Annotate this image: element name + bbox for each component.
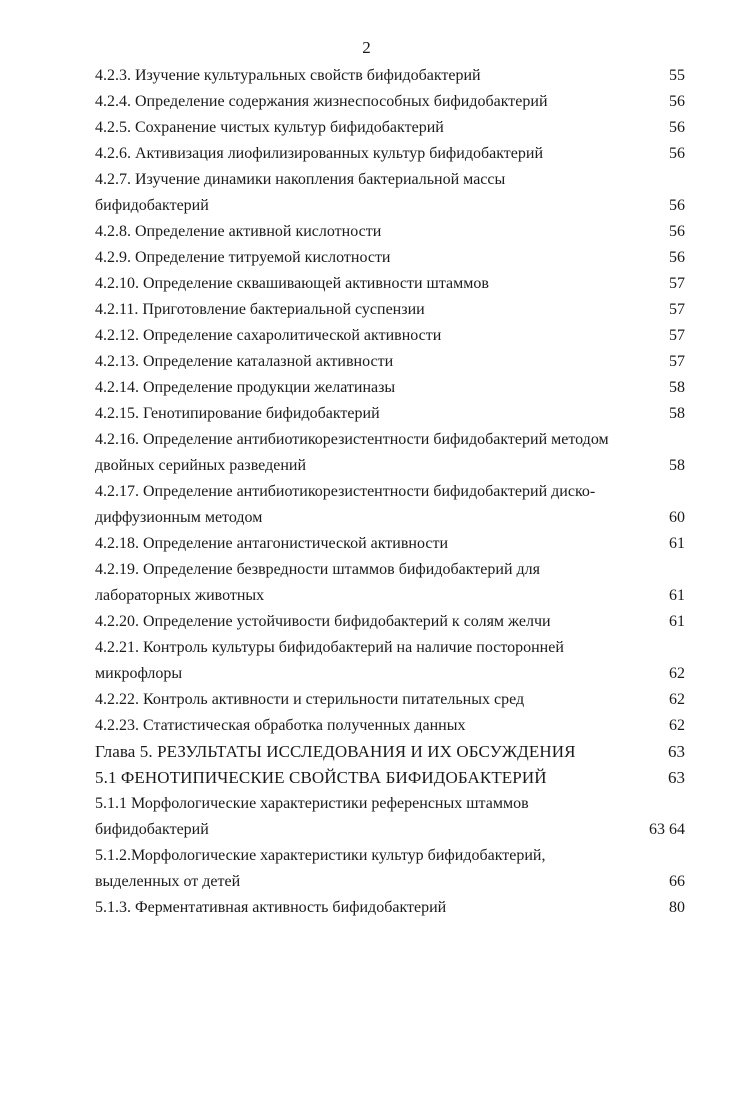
toc-entry-title: 4.2.7. Изучение динамики накопления бактериальной массы бифидобактерий [95, 171, 506, 214]
toc-entry-title: 4.2.22. Контроль активности и стерильности питательных сред [95, 691, 525, 708]
toc-entry-page: 57 [669, 353, 685, 370]
toc-entry [95, 297, 691, 323]
toc-entry-title: 4.2.13. Определение каталазной активности [95, 353, 394, 370]
toc-entry-title: 5.1 ФЕНОТИПИЧЕСКИЕ СВОЙСТВА БИФИДОБАКТЕРИЙ [95, 768, 547, 787]
toc-entry [95, 167, 691, 219]
toc-entry-title: 4.2.17. Определение антибиотикорезистентности бифидобактерий диско-диффузионным методом [95, 483, 596, 526]
toc-entry-page: 62 [669, 691, 685, 708]
toc-entry-title: 4.2.19. Определение безвредности штаммов бифидобактерий для лабораторных животных [95, 561, 541, 604]
toc-entry [95, 843, 691, 895]
toc-entry [95, 479, 691, 531]
toc-entry [95, 609, 691, 635]
toc-entry [95, 401, 691, 427]
toc-entry-page: 63 [668, 768, 685, 787]
toc-entry-page: 57 [669, 275, 685, 292]
toc-entry-page: 58 [669, 405, 685, 422]
toc-entry-title: 4.2.14. Определение продукции желатиназы [95, 379, 396, 396]
toc-entry [95, 427, 691, 479]
toc-entry-page: 63 [668, 742, 685, 761]
toc-entry-title: 4.2.11. Приготовление бактериальной суспензии [95, 301, 425, 318]
toc-entry-title: 5.1.3. Ферментативная активность бифидобактерий [95, 899, 447, 916]
toc-entry-title: 4.2.6. Активизация лиофилизированных культур бифидобактерий [95, 145, 544, 162]
toc-entry-title: 4.2.23. Статистическая обработка полученных данных [95, 717, 466, 734]
toc-entry-page: 60 [669, 509, 685, 526]
toc-entry-title: 4.2.9. Определение титруемой кислотности [95, 249, 391, 266]
toc-entry [95, 271, 691, 297]
toc-entry-title: 5.1.1 Морфологические характеристики референсных штаммов бифидобактерий [95, 795, 529, 838]
toc-entry-page: 56 [669, 119, 685, 136]
toc-entry-page: 61 [669, 587, 685, 604]
toc-entry [95, 557, 691, 609]
toc-entry-title: 4.2.12. Определение сахаролитической активности [95, 327, 442, 344]
toc-entry-page: 56 [669, 145, 685, 162]
toc-entry-page: 66 [669, 873, 685, 890]
toc-entry-page: 58 [669, 457, 685, 474]
toc-entry-page: 56 [669, 249, 685, 266]
toc-entry-page: 57 [669, 301, 685, 318]
toc-entry-page: 55 [669, 67, 685, 84]
toc-entry [95, 115, 691, 141]
toc-entry-page: 61 [669, 613, 685, 630]
toc-entry-title: Глава 5. РЕЗУЛЬТАТЫ ИССЛЕДОВАНИЯ И ИХ ОБСУЖДЕНИЯ [95, 742, 576, 761]
toc-entry-page: 57 [669, 327, 685, 344]
toc-entry-title: 4.2.3. Изучение культуральных свойств бифидобактерий [95, 67, 481, 84]
toc-entry-page: 62 [669, 665, 685, 682]
toc-entry [95, 245, 691, 271]
toc-entry [95, 895, 691, 921]
toc-entry-title: 4.2.16. Определение антибиотикорезистентности бифидобактерий методом двойных серийных разведений [95, 431, 609, 474]
toc-entry-page: 63 64 [649, 821, 685, 838]
toc-entry-page: 56 [669, 197, 685, 214]
toc-entry [95, 219, 691, 245]
toc-entry-title: 4.2.5. Сохранение чистых культур бифидобактерий [95, 119, 444, 136]
toc-entry [95, 531, 691, 557]
toc-entry-page: 80 [669, 899, 685, 916]
toc-entry [95, 791, 691, 843]
toc-entry-title: 4.2.8. Определение активной кислотности [95, 223, 382, 240]
toc-entry-page: 58 [669, 379, 685, 396]
toc-entry-title: 4.2.21. Контроль культуры бифидобактерий на наличие посторонней микрофлоры [95, 639, 564, 682]
toc-entry-title: 4.2.10. Определение сквашивающей активности штаммов [95, 275, 489, 292]
toc-entry-page: 61 [669, 535, 685, 552]
toc-entry-title: 4.2.18. Определение антагонистической активности [95, 535, 449, 552]
toc-entry [95, 141, 691, 167]
toc-entry [95, 89, 691, 115]
table-of-contents [95, 63, 691, 921]
toc-entry-title: 5.1.2.Морфологические характеристики культур бифидобактерий, выделенных от детей [95, 847, 546, 890]
page-number: 2 [362, 38, 371, 57]
toc-entry-title: 4.2.4. Определение содержания жизнеспособных бифидобактерий [95, 93, 548, 110]
toc-entry [95, 739, 691, 765]
toc-entry-page: 56 [669, 93, 685, 110]
toc-entry-page: 62 [669, 717, 685, 734]
toc-entry [95, 713, 691, 739]
toc-entry [95, 375, 691, 401]
toc-entry-title: 4.2.20. Определение устойчивости бифидобактерий к солям желчи [95, 613, 551, 630]
toc-entry-page: 56 [669, 223, 685, 240]
toc-entry [95, 687, 691, 713]
toc-entry [95, 349, 691, 375]
toc-entry [95, 765, 691, 791]
toc-entry-title: 4.2.15. Генотипирование бифидобактерий [95, 405, 380, 422]
toc-entry [95, 323, 691, 349]
toc-entry [95, 635, 691, 687]
toc-entry [95, 63, 691, 89]
